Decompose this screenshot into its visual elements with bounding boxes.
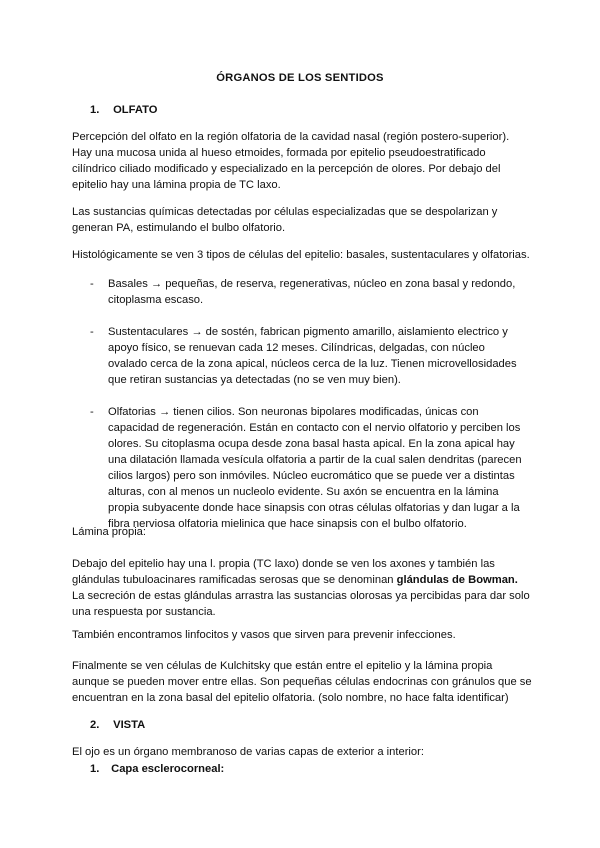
text-run: Debajo del epitelio hay una l. propia (TC laxo) donde se ven los axones y también las glándulas tubuloacinares ramificadas serosas que se denominan bbox=[72, 558, 495, 586]
bullet-dash: - bbox=[90, 406, 94, 418]
section-number: 1. bbox=[90, 104, 100, 116]
document-title: ÓRGANOS DE LOS SENTIDOS bbox=[216, 72, 384, 84]
section-number: 2. bbox=[90, 719, 100, 731]
paragraph-kulchitsky bbox=[72, 658, 532, 706]
paragraph-text: Finalmente se ven células de Kulchitsky que están entre el epitelio y la lámina propia aunque se pueden mover entre ellas. Son pequeñas células endocrinas con gránulos que se encuentran en la zona basal del epitelio olfatoria. (solo nombre, no hace falta identificar) bbox=[72, 660, 532, 704]
cell-types-list bbox=[90, 276, 522, 532]
section-heading-vista bbox=[90, 717, 145, 733]
bold-term-bowman: glándulas de Bowman. bbox=[396, 574, 518, 586]
paragraph-lamina bbox=[72, 556, 532, 620]
paragraph-text: También encontramos linfocitos y vasos que sirven para prevenir infecciones. bbox=[72, 629, 456, 641]
paragraph-text: Percepción del olfato en la región olfatoria de la cavidad nasal (región postero-superior). Hay una mucosa unida al hueso etmoides, formada por epitelio pseudoestratificado cilíndrico ciliado modificado y especializado en la percepción de olores. Por debajo del epitelio hay una lámina propia de TC laxo. bbox=[72, 131, 510, 191]
paragraph-histologia bbox=[72, 247, 532, 263]
bullet-dash: - bbox=[90, 278, 94, 290]
list-item-basales bbox=[90, 276, 522, 308]
paragraph-text: Histológicamente se ven 3 tipos de células del epitelio: basales, sustentaculares y olfatorias. bbox=[72, 249, 530, 261]
section-heading-olfato bbox=[90, 102, 157, 118]
subheading-label: Capa esclerocorneal: bbox=[111, 763, 225, 775]
list-item-text: Sustentaculares → de sostén, fabrican pigmento amarillo, aislamiento electrico y apoyo físico, se renuevan cada 12 meses. Cilíndricas, delgadas, con núcleo ovalado cerca de la zona apical, núcleos cerca de la luz. Tienen microvellosidades que retiran sustancias ya detectadas (no se ven muy bien). bbox=[108, 326, 517, 386]
list-item-olfatorias bbox=[90, 404, 522, 532]
list-item-text: Olfatorias → tienen cilios. Son neuronas bipolares modificadas, únicas con capacidad de regeneración. Están en contacto con el nervio olfatorio y perciben los olores. Su citoplasma ocupa desde zona basal hasta apical. En la zona apical hay una dilatación llamada vesícula olfatoria a partir de la cual salen dendritas (parecen cilios largos) pero son inmóviles. Núcleo eucromático que se puede ver a distintas alturas, con al menos un nucleolo evidente. Su axón se encuentra en la lámina propia subyacente donde hace sinapsis con otras células olfatorias y dan lugar a la fibra nerviosa olfatoria mielinica que hace sinapsis con el bulbo olfatorio. bbox=[108, 406, 522, 530]
paragraph-text bbox=[72, 556, 532, 620]
list-item-text: Basales → pequeñas, de reserva, regenerativas, núcleo en zona basal y redondo, citoplasma escaso. bbox=[108, 278, 516, 306]
paragraph-text: El ojo es un órgano membranoso de varias capas de exterior a interior: bbox=[72, 746, 424, 758]
paragraph-text: Las sustancias químicas detectadas por células especializadas que se despolarizan y generan PA, estimulando el bulbo olfatorio. bbox=[72, 206, 498, 234]
subheading-number: 1. bbox=[90, 763, 100, 775]
section-label: VISTA bbox=[113, 719, 146, 731]
paragraph-text: Lámina propia: bbox=[72, 526, 147, 538]
paragraph-ojo bbox=[72, 744, 532, 760]
list-item-sustentaculares bbox=[90, 324, 522, 388]
paragraph-sustancias bbox=[72, 204, 532, 236]
bullet-dash: - bbox=[90, 326, 94, 338]
paragraph-linfocitos bbox=[72, 627, 532, 643]
lamina-propia-label bbox=[72, 524, 532, 540]
section-label: OLFATO bbox=[113, 104, 158, 116]
subheading-capa-esclerocorneal bbox=[90, 761, 224, 777]
text-run: La secreción de estas glándulas arrastra las sustancias olorosas ya percibidas para dar solo una respuesta por sustancia. bbox=[72, 590, 530, 618]
paragraph-percepcion bbox=[72, 129, 532, 193]
